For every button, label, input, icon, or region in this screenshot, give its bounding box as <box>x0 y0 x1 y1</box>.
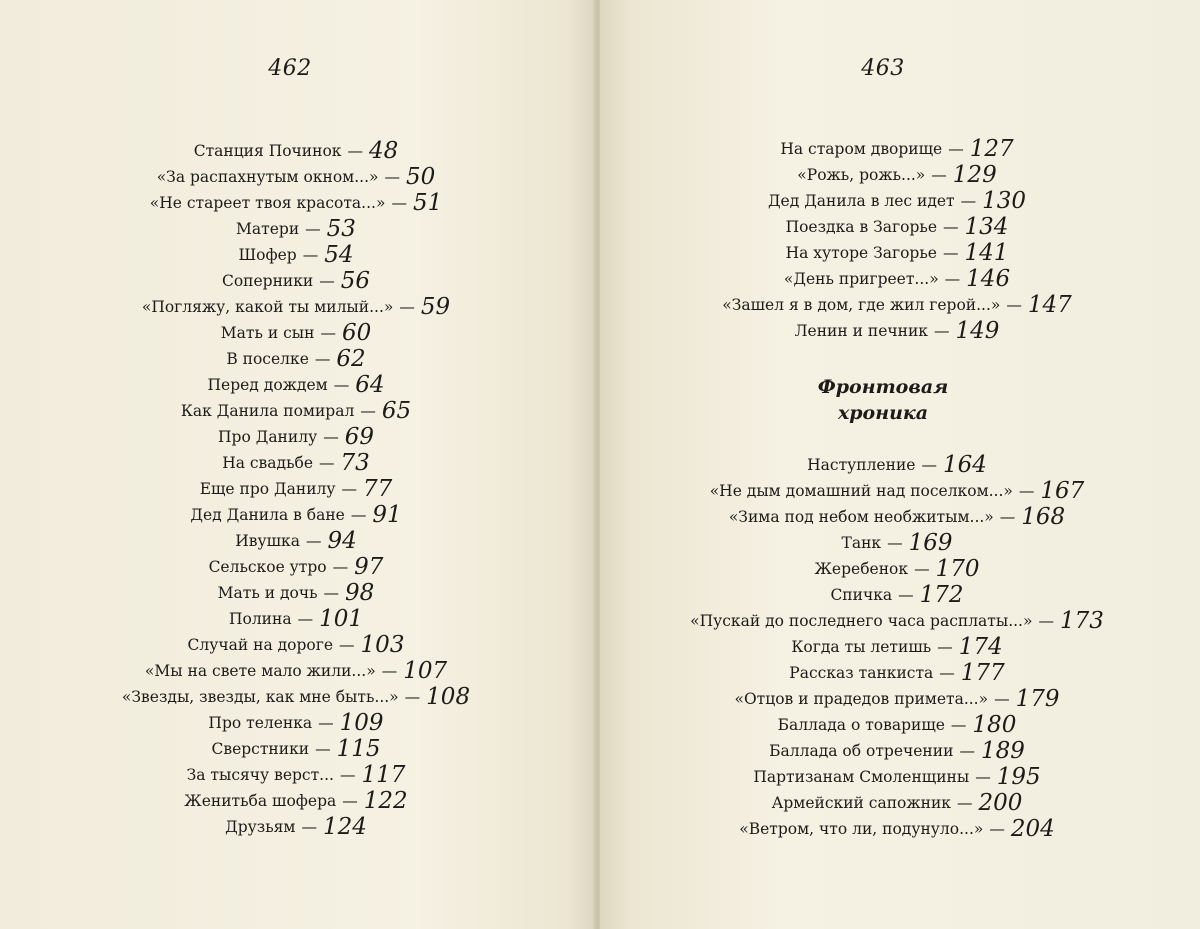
toc-entry-page: 91 <box>372 502 402 528</box>
toc-entry-page: 195 <box>996 764 1041 790</box>
toc-entry <box>600 134 1200 160</box>
toc-entry-dash: — <box>931 166 947 184</box>
toc-list-left <box>0 136 596 838</box>
toc-entry-dash: — <box>937 638 953 656</box>
toc-entry-page: 129 <box>952 162 997 188</box>
toc-entry-page: 127 <box>969 136 1014 162</box>
toc-entry-title: Шофер <box>238 246 297 264</box>
toc-entry-title: Сельское утро <box>208 558 327 576</box>
toc-entry-title: Перед дождем <box>207 376 328 394</box>
toc-entry-dash: — <box>975 768 991 786</box>
toc-entry-dash: — <box>948 140 964 158</box>
toc-entry-page: 204 <box>1010 816 1055 842</box>
toc-entry <box>0 474 596 500</box>
toc-entry-page: 122 <box>363 788 408 814</box>
toc-entry-title: «Мы на свете мало жили...» <box>144 662 376 680</box>
toc-entry-title: «Пускай до последнего часа расплаты...» <box>690 612 1033 630</box>
toc-entry-title: Рассказ танкиста <box>789 664 934 682</box>
toc-entry-dash: — <box>1006 296 1022 314</box>
toc-entry <box>600 528 1200 554</box>
toc-entry-title: «Не дым домашний над поселком...» <box>709 482 1013 500</box>
toc-entry <box>600 212 1200 238</box>
toc-entry <box>0 760 596 786</box>
toc-entry-title: Дед Данила в бане <box>190 506 345 524</box>
toc-entry <box>0 370 596 396</box>
toc-entry-title: Ивушка <box>235 532 300 550</box>
toc-entry-page: 73 <box>340 450 370 476</box>
toc-entry-title: Танк <box>841 534 882 552</box>
toc-entry-dash: — <box>302 246 319 264</box>
toc-entry-page: 77 <box>363 476 393 502</box>
toc-entry-page: 103 <box>360 632 405 658</box>
toc-entry-page: 164 <box>942 452 987 478</box>
toc-entry <box>0 292 596 318</box>
toc-entry-title: Станция Починок <box>193 142 342 160</box>
toc-entry-dash: — <box>323 428 339 446</box>
toc-entry <box>600 264 1200 290</box>
toc-entry-dash: — <box>305 220 321 238</box>
toc-entry-dash: — <box>914 560 930 578</box>
toc-entry-page: 149 <box>955 318 1000 344</box>
toc-entry <box>600 580 1200 606</box>
toc-entry-title: Поездка в Загорье <box>785 218 937 236</box>
toc-entry <box>600 554 1200 580</box>
toc-entry-dash: — <box>943 218 959 236</box>
toc-entry-title: «Погляжу, какой ты милый...» <box>141 298 394 316</box>
toc-entry-dash: — <box>333 376 350 394</box>
toc-entry-dash: — <box>999 508 1016 526</box>
toc-entry-dash: — <box>384 168 401 186</box>
toc-entry-page: 173 <box>1059 608 1104 634</box>
toc-entry-title: «Зима под небом необжитым...» <box>728 508 994 526</box>
toc-entry-title: «Не стареет твоя красота...» <box>149 194 386 212</box>
toc-entry-title: На хуторе Загорье <box>785 244 937 262</box>
toc-entry-page: 189 <box>980 738 1025 764</box>
toc-entry-page: 169 <box>908 530 953 556</box>
toc-entry-title: «День пригреет...» <box>783 270 939 288</box>
toc-entry <box>600 684 1200 710</box>
toc-entry <box>600 290 1200 316</box>
toc-entry <box>600 606 1200 632</box>
toc-entry-page: 141 <box>964 240 1009 266</box>
left-page <box>0 0 596 929</box>
toc-entry-page: 115 <box>336 736 381 762</box>
toc-entry-page: 65 <box>381 398 412 424</box>
toc-entry <box>600 658 1200 684</box>
toc-entry <box>0 396 596 422</box>
toc-entry-page: 174 <box>958 634 1003 660</box>
toc-entry-title: Сверстники <box>211 740 310 758</box>
toc-entry <box>0 500 596 526</box>
toc-entry-title: Про Данилу <box>218 428 318 446</box>
toc-entry-page: 134 <box>964 214 1009 240</box>
toc-entry <box>0 786 596 812</box>
toc-entry <box>600 160 1200 186</box>
toc-entry <box>0 318 596 344</box>
toc-entry-title: Когда ты летишь <box>791 638 932 656</box>
toc-entry <box>600 710 1200 736</box>
toc-entry-page: 64 <box>355 372 385 398</box>
toc-entry-dash: — <box>944 270 961 288</box>
toc-entry-title: Матери <box>236 220 300 238</box>
toc-entry-dash: — <box>360 402 376 420</box>
toc-entry-title: «За распахнутым окном...» <box>156 168 379 186</box>
toc-entry-title: За тысячу верст... <box>186 766 334 784</box>
toc-entry-title: «Ветром, что ли, подунуло...» <box>739 820 984 838</box>
toc-entry-dash: — <box>339 766 356 784</box>
toc-entry-title: «Отцов и прадедов примета...» <box>734 690 989 708</box>
toc-entry-title: Как Данила помирал <box>180 402 355 420</box>
toc-entry <box>600 186 1200 212</box>
toc-entry <box>600 476 1200 502</box>
toc-entry-dash: — <box>315 740 331 758</box>
toc-entry-page: 177 <box>960 660 1005 686</box>
toc-entry-page: 172 <box>919 582 964 608</box>
toc-entry <box>600 736 1200 762</box>
toc-entry-page: 54 <box>324 242 354 268</box>
toc-entry-page: 107 <box>403 658 448 684</box>
toc-entry-title: Мать и дочь <box>217 584 318 602</box>
toc-entry-dash: — <box>342 792 358 810</box>
toc-entry-title: Спичка <box>830 586 893 604</box>
toc-entry-page: 48 <box>369 138 399 164</box>
toc-entry-page: 98 <box>345 580 375 606</box>
toc-entry-title: Ленин и печник <box>794 322 928 340</box>
toc-entry-page: 117 <box>361 762 406 788</box>
toc-entry-page: 51 <box>412 190 443 216</box>
toc-entry-dash: — <box>921 456 937 474</box>
toc-entry-dash: — <box>939 664 955 682</box>
toc-entry-dash: — <box>320 324 336 342</box>
toc-entry-page: 146 <box>966 266 1011 292</box>
toc-entry-page: 167 <box>1040 478 1085 504</box>
toc-entry-title: «Зашел я в дом, где жил герой...» <box>722 296 1001 314</box>
toc-entry <box>600 632 1200 658</box>
toc-entry-dash: — <box>301 818 317 836</box>
toc-entry-dash: — <box>319 454 335 472</box>
toc-entry-page: 101 <box>319 606 363 632</box>
page-number-right: 463 <box>861 56 905 81</box>
toc-entry <box>600 316 1200 342</box>
toc-entry-dash: — <box>314 350 331 368</box>
toc-entry-title: Случай на дороге <box>187 636 334 654</box>
toc-entry <box>0 734 596 760</box>
toc-entry <box>0 604 596 630</box>
toc-entry-dash: — <box>347 142 363 160</box>
toc-entry-dash: — <box>887 534 903 552</box>
toc-entry <box>0 214 596 240</box>
toc-entry <box>0 162 596 188</box>
toc-entry <box>600 238 1200 264</box>
right-page <box>600 0 1200 929</box>
toc-entry <box>600 502 1200 528</box>
toc-entry-title: Баллада об отречении <box>769 742 954 760</box>
toc-entry <box>0 552 596 578</box>
toc-entry-page: 170 <box>935 556 980 582</box>
toc-entry-page: 50 <box>406 164 436 190</box>
toc-entry-title: Полина <box>228 610 292 628</box>
toc-list-right <box>600 134 1200 342</box>
toc-entry <box>600 762 1200 788</box>
toc-entry-title: «Рожь, рожь...» <box>797 166 926 184</box>
toc-entry-title: Партизанам Смоленщины <box>753 768 970 786</box>
toc-entry-dash: — <box>399 298 415 316</box>
toc-entry <box>0 630 596 656</box>
toc-entry-dash: — <box>950 716 967 734</box>
toc-entry <box>0 136 596 162</box>
toc-entry-dash: — <box>391 194 407 212</box>
section-heading-line2: хроника <box>837 402 929 424</box>
toc-entry-page: 168 <box>1021 504 1066 530</box>
toc-entry-page: 109 <box>339 710 384 736</box>
toc-entry <box>600 814 1200 840</box>
toc-entry-dash: — <box>960 192 977 210</box>
toc-entry-dash: — <box>1018 482 1035 500</box>
toc-entry-title: Соперники <box>221 272 314 290</box>
toc-entry-dash: — <box>898 586 914 604</box>
toc-entry-page: 62 <box>336 346 366 372</box>
toc-entry-dash: — <box>297 610 314 628</box>
toc-entry-dash: — <box>323 584 340 602</box>
toc-entry <box>0 422 596 448</box>
toc-entry-title: «Звезды, звезды, как мне быть...» <box>121 688 399 706</box>
toc-entry-title: Жеребенок <box>814 560 909 578</box>
toc-entry-dash: — <box>381 662 398 680</box>
toc-entry-title: Женитьба шофера <box>184 792 337 810</box>
toc-entry <box>0 708 596 734</box>
toc-entry-title: Наступление <box>807 456 916 474</box>
toc-entry <box>0 656 596 682</box>
toc-entry-dash: — <box>994 690 1010 708</box>
toc-entry-title: Про теленка <box>208 714 313 732</box>
toc-entry-title: Друзьям <box>225 818 296 836</box>
toc-entry-page: 53 <box>326 216 356 242</box>
toc-entry <box>0 526 596 552</box>
toc-entry <box>0 682 596 708</box>
toc-entry-page: 60 <box>341 320 372 346</box>
toc-entry-page: 124 <box>322 814 367 840</box>
toc-entry-dash: — <box>339 636 355 654</box>
toc-entry-dash: — <box>332 558 349 576</box>
toc-entry-title: Дед Данила в лес идет <box>767 192 955 210</box>
toc-entry-page: 180 <box>972 712 1017 738</box>
toc-entry-page: 130 <box>982 188 1027 214</box>
toc-entry-dash: — <box>319 272 335 290</box>
toc-entry <box>0 448 596 474</box>
toc-entry-title: Мать и сын <box>220 324 315 342</box>
section-heading <box>583 374 1183 426</box>
toc-entry-title: Еще про Данилу <box>199 480 336 498</box>
toc-entry-dash: — <box>350 506 367 524</box>
toc-list-section <box>600 450 1200 840</box>
toc-entry-dash: — <box>956 794 973 812</box>
toc-entry <box>600 788 1200 814</box>
toc-entry-dash: — <box>318 714 334 732</box>
toc-entry-page: 69 <box>344 424 374 450</box>
toc-entry-page: 147 <box>1027 292 1072 318</box>
toc-entry <box>0 188 596 214</box>
toc-entry-page: 200 <box>978 790 1023 816</box>
toc-entry-page: 97 <box>354 554 384 580</box>
toc-entry-dash: — <box>933 322 950 340</box>
toc-entry-title: Баллада о товарище <box>777 716 945 734</box>
section-heading-line1: Фронтовая <box>817 376 949 398</box>
toc-entry <box>0 240 596 266</box>
toc-entry <box>0 344 596 370</box>
toc-entry-page: 59 <box>420 294 451 320</box>
toc-entry-dash: — <box>942 244 959 262</box>
toc-entry-dash: — <box>404 688 421 706</box>
toc-entry-dash: — <box>341 480 358 498</box>
toc-entry-page: 56 <box>340 268 371 294</box>
toc-entry <box>0 266 596 292</box>
toc-entry-dash: — <box>1038 612 1054 630</box>
toc-entry-title: На свадьбе <box>222 454 314 472</box>
toc-entry-page: 179 <box>1015 686 1060 712</box>
toc-entry-page: 94 <box>327 528 357 554</box>
toc-entry-title: Армейский сапожник <box>771 794 951 812</box>
toc-entry-title: В поселке <box>226 350 309 368</box>
toc-entry-dash: — <box>305 532 322 550</box>
page-number-left: 462 <box>268 56 312 81</box>
toc-entry <box>0 578 596 604</box>
toc-entry-title: На старом дворище <box>780 140 943 158</box>
toc-entry <box>600 450 1200 476</box>
toc-entry <box>0 812 596 838</box>
toc-entry-dash: — <box>989 820 1005 838</box>
toc-entry-dash: — <box>959 742 975 760</box>
toc-entry-page: 108 <box>426 684 471 710</box>
